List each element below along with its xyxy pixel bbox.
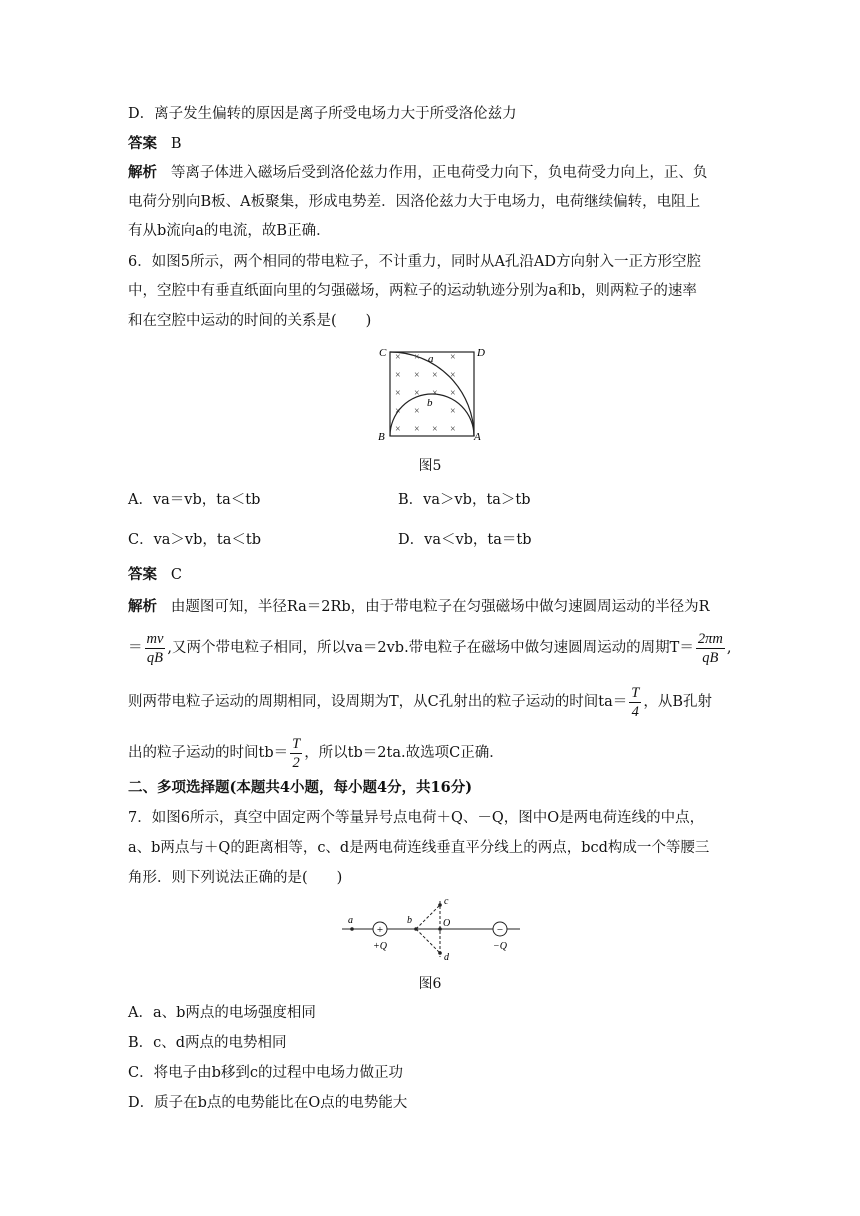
svg-text:×: × bbox=[450, 406, 456, 417]
svg-text:×: × bbox=[414, 388, 420, 399]
svg-text:×: × bbox=[395, 388, 401, 399]
svg-text:×: × bbox=[414, 424, 420, 435]
svg-text:×: × bbox=[450, 424, 456, 435]
q6-answer bbox=[128, 565, 182, 585]
q7-option-c: C．将电子由b移到c的过程中电场力做正功 bbox=[128, 1065, 403, 1081]
figure-5-square-cavity bbox=[370, 340, 490, 445]
label-a: a bbox=[348, 915, 353, 926]
q7-stem-line2: a、b两点与＋Q的距离相等，c、d是两电荷连线垂直平分线上的两点，bcd构成一个等腰三 bbox=[128, 840, 710, 856]
label-b: B bbox=[378, 431, 385, 443]
q6-analysis-line2: ＝ $\frac{mv}{qB}$ ,又两个带电粒子相同，所以va＝2vb.带电粒子在磁场中做匀速圆周运动的周期T＝ $\frac{2\pi m}{qB}$ , bbox=[128, 630, 732, 666]
segment-bc bbox=[416, 905, 440, 929]
label-b: b bbox=[407, 915, 412, 926]
label-d: D bbox=[477, 347, 485, 359]
label-minus-q: −Q bbox=[493, 941, 507, 952]
svg-text:−: − bbox=[496, 924, 504, 936]
section-heading: 二、多项选择题(本题共4小题，每小题4分，共16分) bbox=[128, 779, 473, 796]
answer-value: C bbox=[170, 567, 182, 583]
answer-label: 答案 bbox=[128, 566, 157, 583]
fraction-2pim-over-qb: $\frac{2\pi m}{qB}$ bbox=[697, 630, 723, 666]
q5-analysis-line1 bbox=[128, 163, 707, 183]
point-b bbox=[414, 927, 418, 931]
q5-analysis-line3: 有从b流向a的电流，故B正确． bbox=[128, 223, 331, 239]
label-c: c bbox=[444, 896, 449, 907]
point-a bbox=[350, 927, 354, 931]
q6-analysis-line3: 则两带电粒子运动的周期相同，设周期为T，从C孔射出的粒子运动的时间ta＝ $\frac{T}{4}$ ，从B孔射 bbox=[128, 684, 712, 720]
q6-stem-line1: 6．如图5所示，两个相同的带电粒子，不计重力，同时从A孔沿AD方向射入一正方形空腔 bbox=[128, 254, 702, 270]
svg-text:×: × bbox=[432, 388, 438, 399]
point-d bbox=[438, 951, 442, 955]
q5-analysis-line2: 电荷分别向B板、A板聚集，形成电势差．因洛伦兹力大于电场力，电荷继续偏转，电阻上 bbox=[128, 194, 701, 210]
q6-analysis-line1 bbox=[128, 597, 710, 617]
svg-text:×: × bbox=[414, 352, 420, 363]
svg-text:×: × bbox=[450, 352, 456, 363]
analysis-label: 解析 bbox=[128, 598, 157, 615]
figure-6-point-charges bbox=[336, 893, 526, 963]
svg-text:×: × bbox=[414, 406, 420, 417]
answer-label: 答案 bbox=[128, 135, 157, 152]
q6-stem-line3: 和在空腔中运动的时间的关系是( ) bbox=[128, 313, 372, 329]
figure-5-caption: 图5 bbox=[418, 458, 442, 474]
svg-text:×: × bbox=[450, 388, 456, 399]
label-o: O bbox=[443, 918, 451, 929]
q5-answer bbox=[128, 134, 181, 154]
label-d: d bbox=[444, 952, 449, 963]
q7-option-d: D．质子在b点的电势能比在O点的电势能大 bbox=[128, 1095, 408, 1111]
q7-option-b: B．c、d两点的电势相同 bbox=[128, 1035, 287, 1051]
q6-option-d: D．va＜vb，ta＝tb bbox=[398, 532, 532, 548]
magnetic-field-crosses bbox=[395, 352, 456, 435]
q5-option-d: D．离子发生偏转的原因是离子所受电场力大于所受洛伦兹力 bbox=[128, 106, 517, 122]
path-label-b: b bbox=[427, 397, 433, 409]
segment-bd bbox=[416, 929, 440, 953]
fraction-t-over-4: $\frac{T}{4}$ bbox=[631, 684, 640, 720]
svg-text:×: × bbox=[450, 370, 456, 381]
q6-option-b: B．va＞vb，ta＞tb bbox=[398, 492, 531, 508]
q7-stem-line1: 7．如图6所示，真空中固定两个等量异号点电荷＋Q、－Q，图中O是两电荷连线的中点， bbox=[128, 810, 705, 826]
fraction-t-over-2: $\frac{T}{2}$ bbox=[292, 735, 301, 771]
q6-option-a: A．va＝vb，ta＜tb bbox=[128, 492, 261, 508]
q6-stem-line2: 中，空腔中有垂直纸面向里的匀强磁场，两粒子的运动轨迹分别为a和b，则两粒子的速率 bbox=[128, 283, 697, 299]
svg-text:×: × bbox=[395, 370, 401, 381]
answer-value: B bbox=[170, 136, 182, 152]
svg-text:×: × bbox=[395, 352, 401, 363]
analysis-text: 等离子体进入磁场后受到洛伦兹力作用，正电荷受力向下，负电荷受力向上，正、负 bbox=[170, 165, 708, 181]
label-plus-q: +Q bbox=[373, 941, 387, 952]
q6-analysis-line4: 出的粒子运动的时间tb＝ $\frac{T}{2}$ ，所以tb＝2ta.故选项C正确． bbox=[128, 735, 504, 771]
label-c: C bbox=[379, 347, 387, 359]
analysis-label: 解析 bbox=[128, 164, 157, 181]
path-label-a: a bbox=[428, 353, 434, 365]
analysis-text: 由题图可知，半径Ra＝2Rb，由于带电粒子在匀强磁场中做匀速圆周运动的半径为R bbox=[170, 599, 710, 615]
q7-stem-line3: 角形．则下列说法正确的是( ) bbox=[128, 870, 343, 886]
label-a: A bbox=[474, 431, 481, 443]
fraction-mv-over-qb: $\frac{mv}{qB}$ bbox=[146, 630, 164, 666]
svg-text:×: × bbox=[432, 370, 438, 381]
svg-text:+: + bbox=[376, 924, 384, 936]
q6-option-c: C．va＞vb，ta＜tb bbox=[128, 532, 261, 548]
point-c bbox=[438, 903, 442, 907]
svg-text:×: × bbox=[395, 406, 401, 417]
point-o bbox=[438, 927, 442, 931]
svg-text:×: × bbox=[395, 424, 401, 435]
svg-text:×: × bbox=[432, 424, 438, 435]
figure-6-caption: 图6 bbox=[418, 976, 442, 992]
q7-option-a: A．a、b两点的电场强度相同 bbox=[128, 1005, 316, 1021]
svg-text:×: × bbox=[414, 370, 420, 381]
